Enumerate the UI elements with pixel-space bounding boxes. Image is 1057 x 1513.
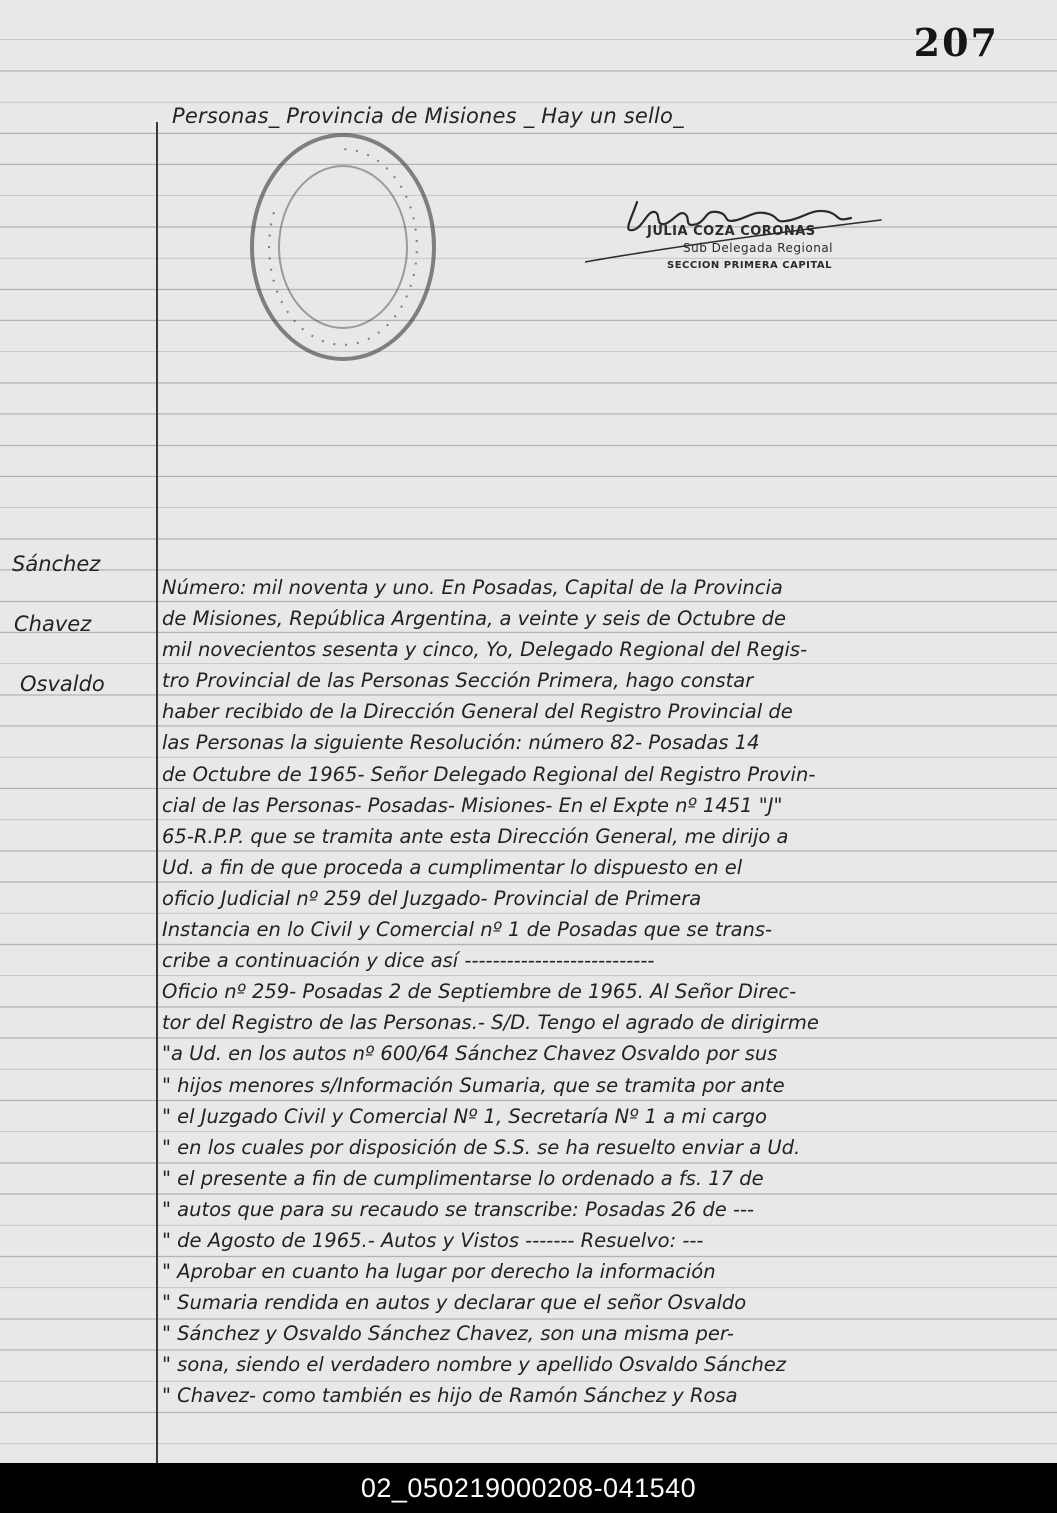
body-line: mil novecientos sesenta y cinco, Yo, Delegado Regional del Regis- <box>162 638 808 662</box>
body-line: cribe a continuación y dice así --------------------------- <box>162 949 655 973</box>
body-line: " Aprobar en cuanto ha lugar por derecho la información <box>162 1260 716 1284</box>
body-line: cial de las Personas- Posadas- Misiones- En el Expte nº 1451 "J" <box>162 793 783 817</box>
body-line: Instancia en lo Civil y Comercial nº 1 de Posadas que se trans- <box>162 918 773 942</box>
body-text <box>162 572 1010 1412</box>
folio-number: 207 <box>913 20 999 65</box>
body-line: oficio Judicial nº 259 del Juzgado- Provincial de Primera <box>162 886 702 910</box>
body-line: " autos que para su recaudo se transcribe: Posadas 26 de --- <box>162 1197 755 1221</box>
margin-name-surname-1: Sánchez <box>12 552 101 576</box>
body-line: haber recibido de la Dirección General del Registro Provincial de <box>162 700 793 724</box>
seal-ring-icon <box>254 137 432 357</box>
stamp-title: Sub Delegada Regional <box>683 241 834 255</box>
body-line: de Octubre de 1965- Señor Delegado Regional del Registro Provin- <box>162 762 816 786</box>
header-line: Personas_ Provincia de Misiones _ Hay un sello_ <box>172 104 684 128</box>
body-line: Ud. a fin de que proceda a cumplimentar lo dispuesto en el <box>162 855 743 879</box>
body-line: " el Juzgado Civil y Comercial Nº 1, Secretaría Nº 1 a mi cargo <box>162 1104 767 1128</box>
body-line: " Chavez- como también es hijo de Ramón Sánchez y Rosa <box>162 1384 738 1408</box>
body-line: tor del Registro de las Personas.- S/D. Tengo el agrado de dirigirme <box>162 1011 819 1035</box>
body-line: tro Provincial de las Personas Sección Primera, hago constar <box>162 669 754 693</box>
body-line: 65-R.P.P. que se tramita ante esta Dirección General, me dirijo a <box>162 824 789 848</box>
body-line: " hijos menores s/Información Sumaria, que se tramita por ante <box>162 1073 785 1097</box>
body-line: "a Ud. en los autos nº 600/64 Sánchez Chavez Osvaldo por sus <box>162 1042 778 1066</box>
body-line: las Personas la siguiente Resolución: número 82- Posadas 14 <box>162 731 760 755</box>
svg-text:· · · · · · · · · · · · · · ·: · · · · · · · · · · · · · · · · · · · · · · · · · · · · · · · · · · · · · · · <box>262 142 423 352</box>
margin-name-given: Osvaldo <box>20 672 105 696</box>
body-line: Número: mil noventa y uno. En Posadas, Capital de la Provincia <box>162 576 783 599</box>
stamp-section: SECCION PRIMERA CAPITAL <box>667 260 833 271</box>
body-line: " de Agosto de 1965.- Autos y Vistos ------- Resuelvo: --- <box>162 1228 704 1252</box>
body-line: " Sánchez y Osvaldo Sánchez Chavez, son una misma per- <box>162 1322 734 1346</box>
document-code: 02_050219000208-041540 <box>360 1473 697 1503</box>
signature-block <box>585 190 885 290</box>
body-line: " el presente a fin de cumplimentarse lo ordenado a fs. 17 de <box>162 1166 764 1190</box>
margin-rule <box>156 122 158 1463</box>
body-line: " en los cuales por disposición de S.S. se ha resuelto enviar a Ud. <box>162 1135 801 1159</box>
official-seal <box>250 133 436 361</box>
stamp-name: JULIA COZA CORONAS <box>647 224 816 239</box>
body-line: de Misiones, República Argentina, a veinte y seis de Octubre de <box>162 607 787 631</box>
footer-band <box>0 1463 1057 1513</box>
body-line: " sona, siendo el verdadero nombre y apellido Osvaldo Sánchez <box>162 1353 787 1377</box>
body-line: " Sumaria rendida en autos y declarar que el señor Osvaldo <box>162 1291 747 1315</box>
body-line: Oficio nº 259- Posadas 2 de Septiembre de 1965. Al Señor Direc- <box>162 980 797 1004</box>
handwritten-signature <box>585 190 885 290</box>
margin-name-surname-2: Chavez <box>14 612 92 636</box>
